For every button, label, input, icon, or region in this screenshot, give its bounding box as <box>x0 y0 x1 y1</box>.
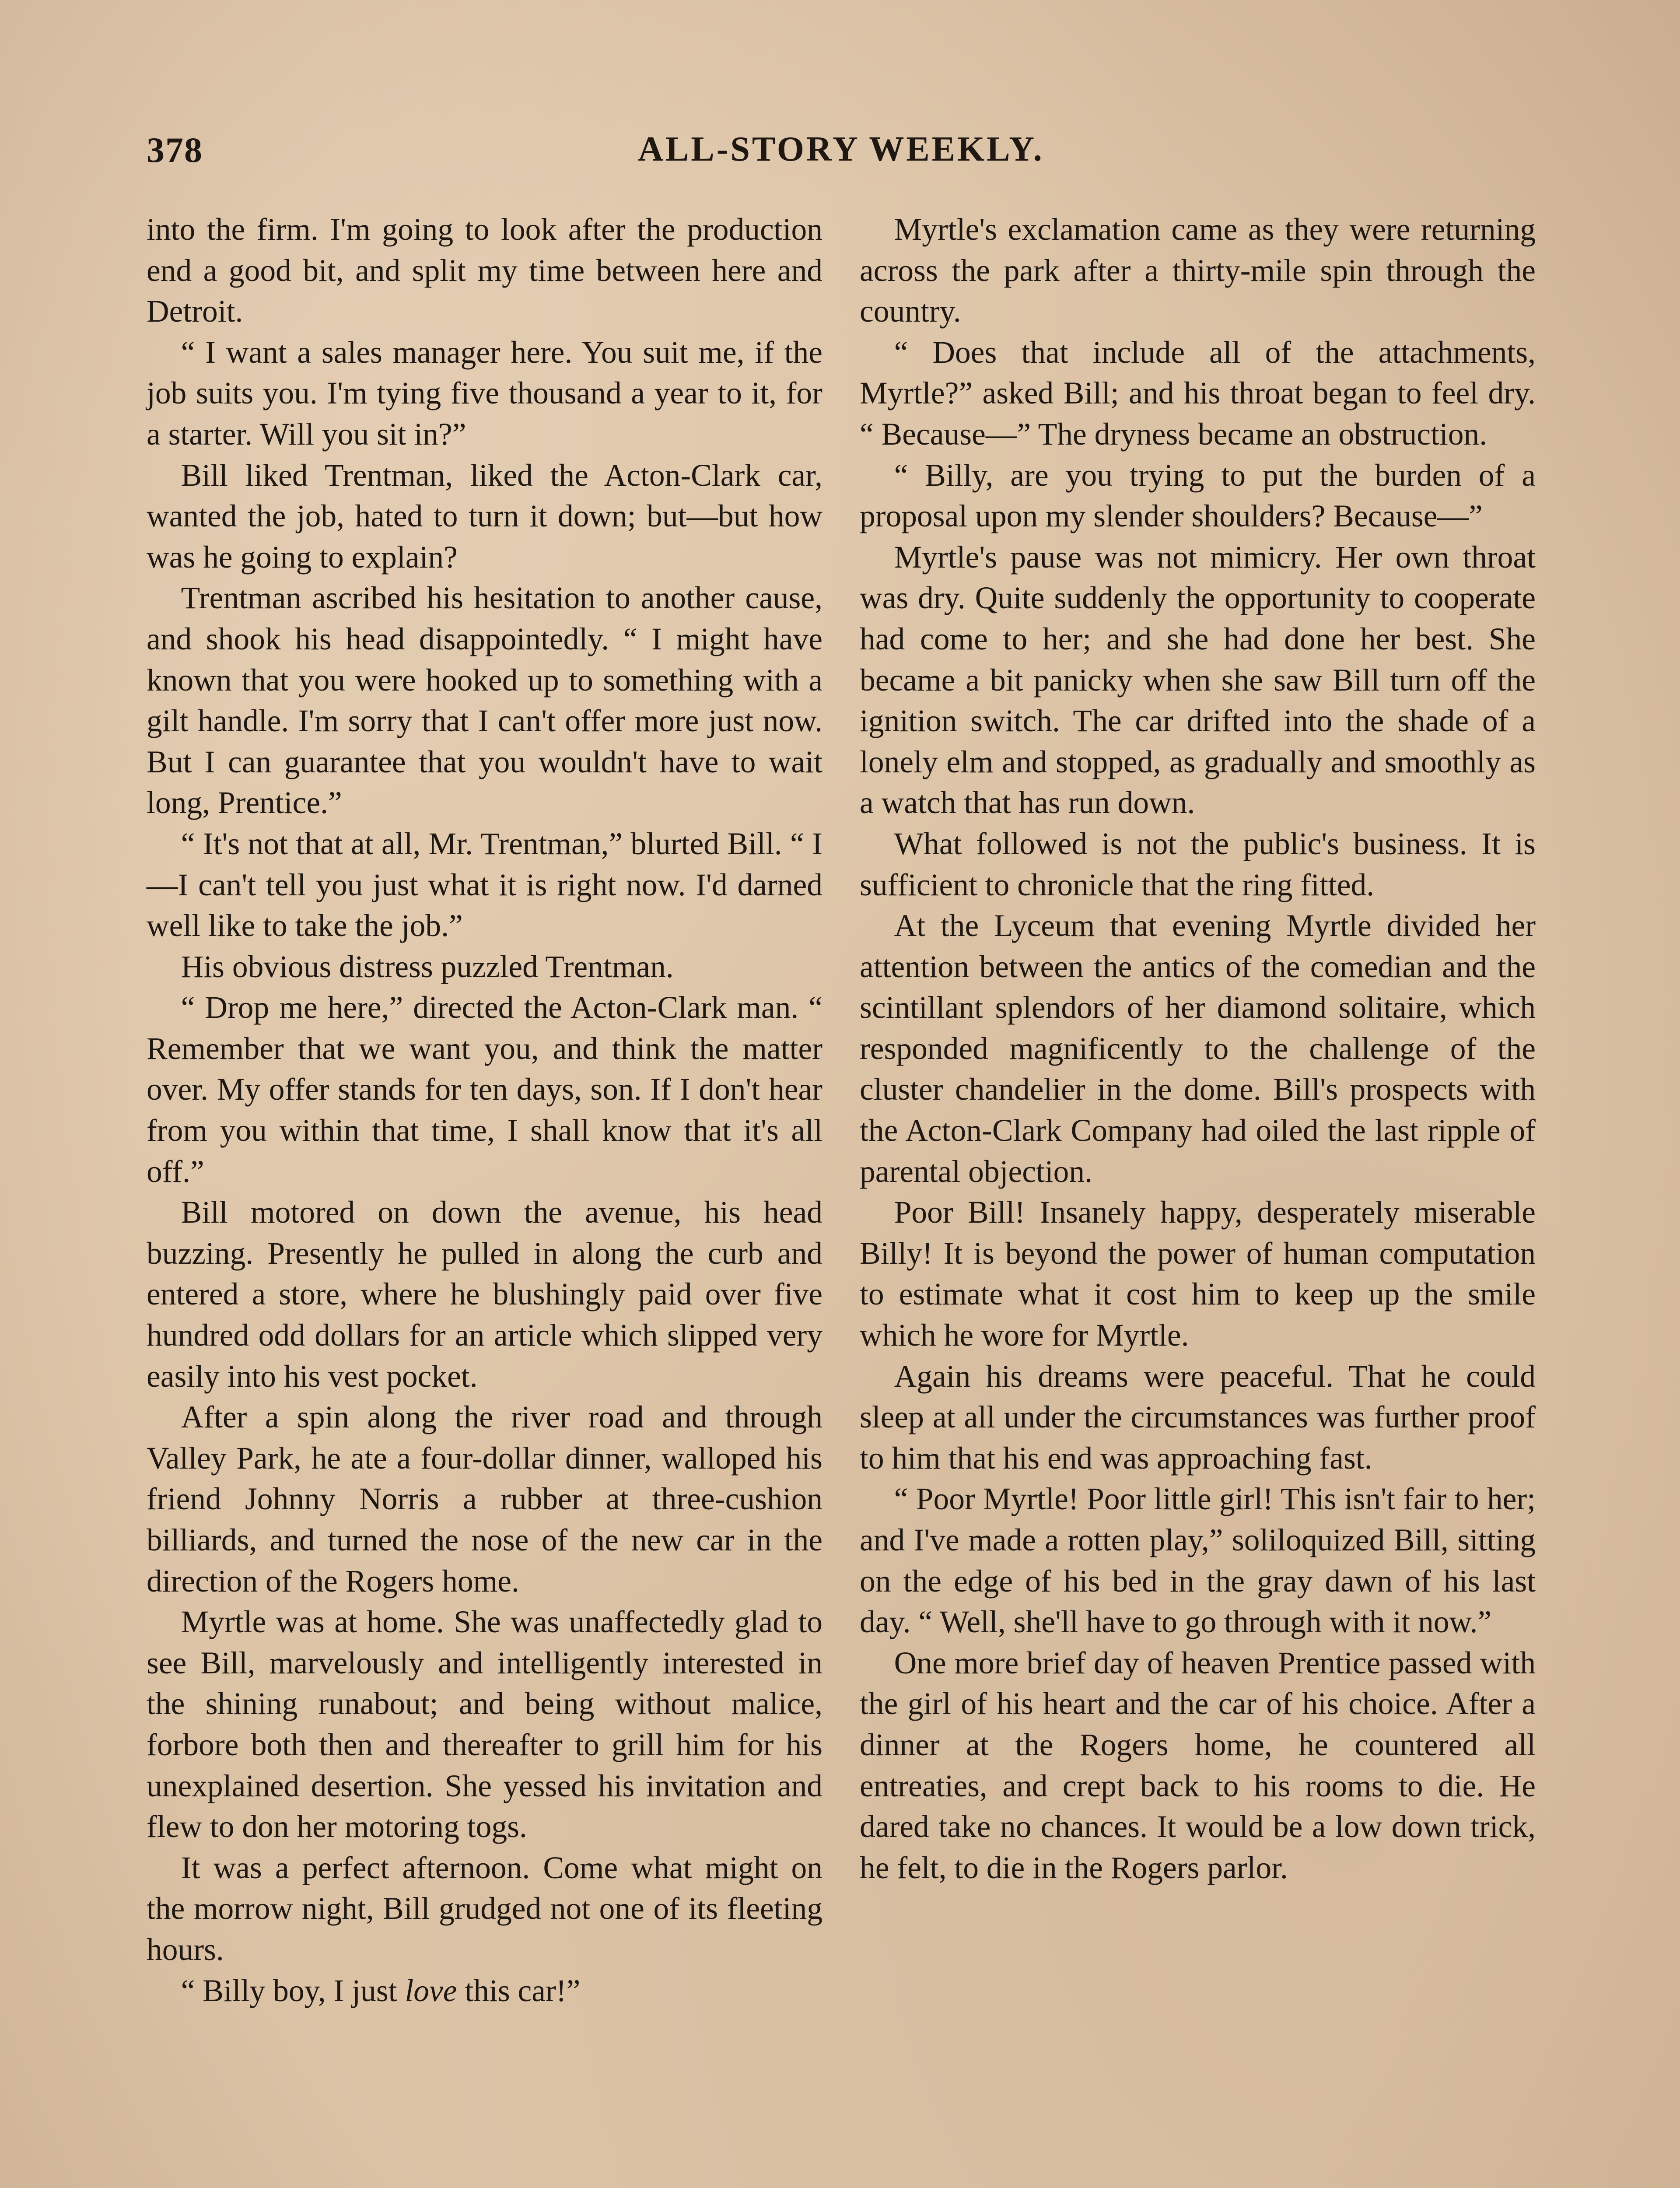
emphasis-text: love <box>405 1973 457 2008</box>
paragraph-last <box>147 1971 822 2012</box>
paragraph: Bill liked Trentman, liked the Acton-Clark car, wanted the job, hated to turn it down; but—but how was he going to explain? <box>147 458 822 575</box>
paragraph: Trentman ascribed his hesitation to another cause, and shook his head disappointedly. “ I might have known that you were hooked up to something with a gilt handle. I'm sorry that I can't offer more just now. But I can guarantee that you wouldn't have to wait long, Prentice.” <box>147 581 822 820</box>
left-column <box>147 209 822 2011</box>
paragraph: At the Lyceum that evening Myrtle divided her attention between the antics of the comedian and the scintillant splendors of her diamond solitaire, which responded magnificently to the challenge of the cluster chandelier in the dome. Bill's prospects with the Acton-Clark Company had oiled the last ripple of parental objection. <box>860 908 1536 1189</box>
paragraph: It was a perfect afternoon. Come what might on the morrow night, Bill grudged not one of its fleeting hours. <box>147 1850 822 1967</box>
paragraph: “ It's not that at all, Mr. Trentman,” blurted Bill. “ I—I can't tell you just what it is right now. I'd darned well like to take the job.” <box>147 826 822 943</box>
paragraph: Myrtle's exclamation came as they were returning across the park after a thirty-mile spin through the country. <box>860 212 1536 329</box>
right-column <box>860 209 1536 1888</box>
paragraph: Poor Bill! Insanely happy, desperately miserable Billy! It is beyond the power of human computation to estimate what it cost him to keep up the smile which he wore for Myrtle. <box>860 1195 1536 1353</box>
paragraph: “ Billy, are you trying to put the burden of a proposal upon my slender shoulders? Because—” <box>860 458 1536 534</box>
paragraph: Bill motored on down the avenue, his head buzzing. Presently he pulled in along the curb and entered a store, where he blushingly paid over five hundred odd dollars for an article which slipped very easily into his vest pocket. <box>147 1195 822 1394</box>
paragraph: “ I want a sales manager here. You suit me, if the job suits you. I'm tying five thousand a year to it, for a starter. Will you sit in?” <box>147 335 822 452</box>
page-header <box>147 130 1536 182</box>
paragraph: Again his dreams were peaceful. That he could sleep at all under the circumstances was further proof to him that his end was approaching fast. <box>860 1359 1536 1476</box>
quote-text: “ Billy boy, I just <box>181 1973 405 2008</box>
paragraph: His obvious distress puzzled Trentman. <box>181 949 674 984</box>
paragraph: Myrtle's pause was not mimicry. Her own throat was dry. Quite suddenly the opportunity to cooperate had come to her; and she had done her best. She became a bit panicky when she saw Bill turn off the ignition switch. The car drifted into the shade of a lonely elm and stopped, as gradually and smoothly as a watch that has run down. <box>860 540 1536 820</box>
page-number: 378 <box>147 130 203 170</box>
paragraph: What followed is not the public's business. It is sufficient to chronicle that the ring fitted. <box>860 826 1536 902</box>
paragraph: One more brief day of heaven Prentice passed with the girl of his heart and the car of his choice. After a dinner at the Rogers home, he countered all entreaties, and crept back to his rooms to die. He dared take no chances. It would be a low down trick, he felt, to die in the Rogers parlor. <box>860 1645 1536 1885</box>
quote-text-end: this car!” <box>457 1973 581 2008</box>
paragraph: Myrtle was at home. She was unaffectedly glad to see Bill, marvelously and intelligently interested in the shining runabout; and being without malice, forbore both then and thereafter to grill him for his unexplained desertion. She yessed his invitation and flew to don her motoring togs. <box>147 1605 822 1844</box>
running-head: ALL-STORY WEEKLY. <box>638 130 1044 168</box>
paragraph: “ Poor Myrtle! Poor little girl! This isn't fair to her; and I've made a rotten play,” soliloquized Bill, sitting on the edge of his bed in the gray dawn of his last day. “ Well, she'll have to go through with it now.” <box>860 1482 1536 1640</box>
paragraph: After a spin along the river road and through Valley Park, he ate a four-dollar dinner, walloped his friend Johnny Norris a rubber at three-cushion billiards, and turned the nose of the new car in the direction of the Rogers home. <box>147 1400 822 1599</box>
paragraph: into the firm. I'm going to look after the production end a good bit, and split my time between here and Detroit. <box>147 212 822 329</box>
paragraph: “ Drop me here,” directed the Acton-Clark man. “ Remember that we want you, and think the matter over. My offer stands for ten days, son. If I don't hear from you within that time, I shall know that it's all off.” <box>147 990 822 1189</box>
paragraph: “ Does that include all of the attachments, Myrtle?” asked Bill; and his throat began to feel dry. “ Because—” The dryness became an obstruction. <box>860 335 1536 452</box>
